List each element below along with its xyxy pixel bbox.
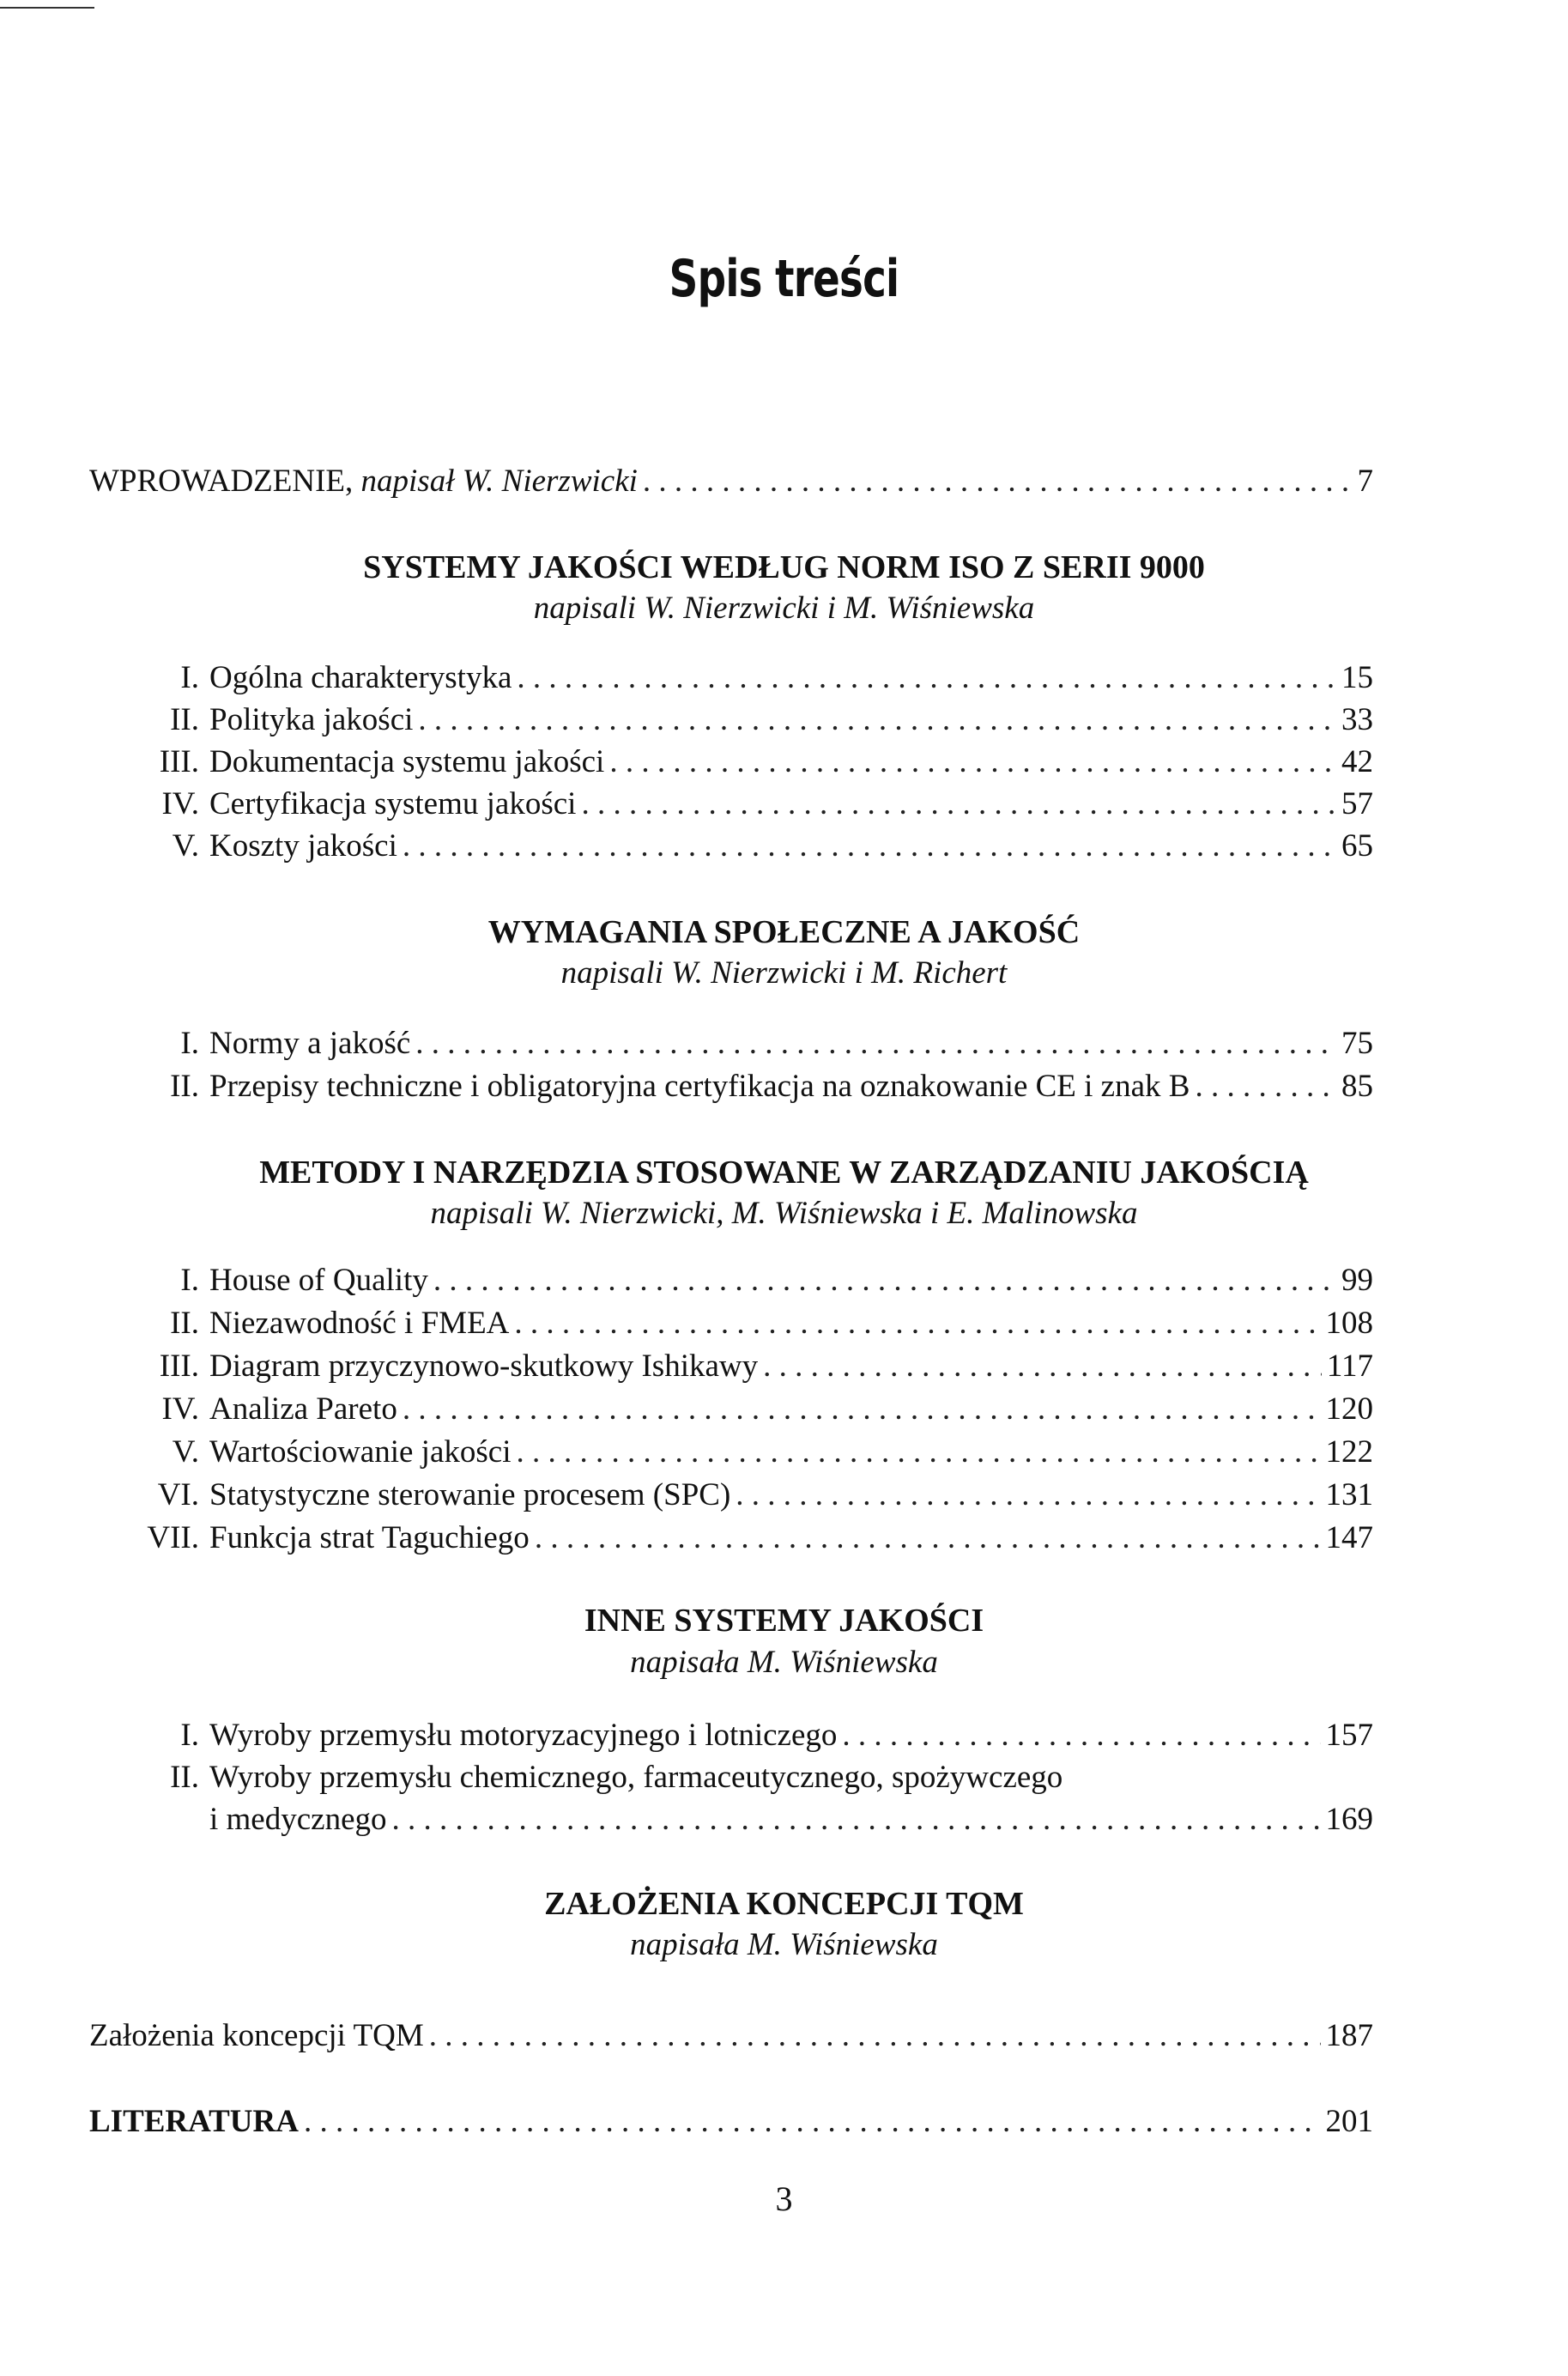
dot-leader bbox=[516, 1430, 1320, 1475]
entry-page: 120 bbox=[1325, 1391, 1373, 1427]
entry-page: 42 bbox=[1341, 744, 1373, 779]
entry-number: II. bbox=[170, 1760, 199, 1795]
toc-entry[interactable] bbox=[89, 1713, 1373, 1758]
toc-entry[interactable] bbox=[89, 1344, 1373, 1389]
dot-leader bbox=[392, 1797, 1321, 1842]
toc-literature[interactable] bbox=[89, 2100, 1373, 2144]
toc-entry[interactable] bbox=[89, 1430, 1373, 1475]
intro-authors: napisał W. Nierzwicki bbox=[360, 464, 638, 499]
dot-leader bbox=[433, 1258, 1336, 1303]
page-title: Spis treści bbox=[669, 249, 899, 309]
toc-intro[interactable] bbox=[89, 459, 1373, 504]
intro-page: 7 bbox=[1357, 464, 1373, 499]
section-title: SYSTEMY JAKOŚCI WEDŁUG NORM ISO Z SERII 9000 bbox=[363, 549, 1205, 585]
entry-page: 187 bbox=[1325, 2018, 1373, 2053]
entry-number: V. bbox=[172, 1434, 199, 1470]
entry-label: Założenia koncepcji TQM bbox=[89, 2018, 424, 2053]
literature-page: 201 bbox=[1325, 2104, 1373, 2139]
toc-entry[interactable] bbox=[89, 824, 1373, 869]
dot-leader bbox=[609, 740, 1336, 785]
entry-page: 33 bbox=[1341, 702, 1373, 737]
section-authors: napisali W. Nierzwicki, M. Wiśniewska i E. Malinowska bbox=[430, 1196, 1138, 1231]
entry-page: 147 bbox=[1325, 1520, 1373, 1555]
entry-number: IV. bbox=[161, 1391, 199, 1427]
toc-entry[interactable] bbox=[89, 1258, 1373, 1303]
entry-label: Polityka jakości bbox=[209, 702, 414, 737]
entry-label-continuation: i medycznego bbox=[209, 1802, 387, 1837]
entry-page: 75 bbox=[1341, 1026, 1373, 1061]
entry-label: Ogólna charakterystyka bbox=[209, 660, 512, 695]
entry-label: Diagram przyczynowo-skutkowy Ishikawy bbox=[209, 1349, 759, 1384]
toc-entry-line[interactable] bbox=[89, 1755, 1373, 1800]
section-authors: napisali W. Nierzwicki i M. Richert bbox=[560, 955, 1008, 991]
section-authors: napisali W. Nierzwicki i M. Wiśniewska bbox=[533, 591, 1035, 626]
entry-label: Normy a jakość bbox=[209, 1026, 411, 1061]
toc-entry[interactable] bbox=[89, 1387, 1373, 1432]
entry-label: Analiza Pareto bbox=[209, 1391, 397, 1427]
entry-number: II. bbox=[170, 1306, 199, 1341]
section-authors: napisała M. Wiśniewska bbox=[630, 1645, 938, 1680]
toc-entry[interactable] bbox=[89, 740, 1373, 785]
entry-label: Wyroby przemysłu motoryzacyjnego i lotniczego bbox=[209, 1718, 838, 1753]
entry-page: 15 bbox=[1341, 660, 1373, 695]
section-title: ZAŁOŻENIA KONCEPCJI TQM bbox=[544, 1886, 1024, 1922]
dot-leader bbox=[581, 782, 1336, 827]
toc-entry[interactable] bbox=[89, 698, 1373, 742]
toc-entry[interactable] bbox=[89, 1064, 1373, 1109]
toc-entry[interactable] bbox=[89, 1301, 1373, 1346]
entry-page: 85 bbox=[1341, 1069, 1373, 1104]
toc-entry[interactable] bbox=[89, 1473, 1373, 1518]
toc-entry[interactable] bbox=[89, 1021, 1373, 1066]
scan-edge-mark bbox=[0, 7, 94, 9]
entry-page: 99 bbox=[1341, 1263, 1373, 1298]
entry-label: Wyroby przemysłu chemicznego, farmaceutycznego, spożywczego bbox=[209, 1760, 1063, 1795]
dot-leader bbox=[763, 1344, 1322, 1389]
dot-leader bbox=[429, 2014, 1321, 2058]
entry-label: Niezawodność i FMEA bbox=[209, 1306, 510, 1341]
entry-number: I. bbox=[180, 1263, 199, 1298]
page-number: 3 bbox=[775, 2179, 793, 2218]
entry-page: 157 bbox=[1325, 1718, 1373, 1753]
dot-leader bbox=[403, 1387, 1321, 1432]
dot-leader bbox=[736, 1473, 1320, 1518]
dot-leader bbox=[415, 1021, 1336, 1066]
entry-number: VII. bbox=[147, 1520, 199, 1555]
dot-leader bbox=[535, 1516, 1321, 1561]
entry-number: V. bbox=[172, 828, 199, 864]
literature-label: LITERATURA bbox=[89, 2104, 299, 2139]
dot-leader bbox=[418, 698, 1336, 742]
entry-page: 131 bbox=[1325, 1477, 1373, 1512]
entry-number: III. bbox=[159, 744, 199, 779]
entry-label: Koszty jakości bbox=[209, 828, 397, 864]
dot-leader bbox=[304, 2100, 1321, 2144]
entry-number: II. bbox=[170, 702, 199, 737]
toc-entry[interactable] bbox=[89, 782, 1373, 827]
dot-leader bbox=[514, 1301, 1320, 1346]
dot-leader bbox=[517, 656, 1336, 700]
dot-leader bbox=[643, 459, 1353, 504]
section-authors: napisała M. Wiśniewska bbox=[630, 1927, 938, 1962]
section-title: METODY I NARZĘDZIA STOSOWANE W ZARZĄDZANIU JAKOŚCIĄ bbox=[259, 1155, 1309, 1191]
entry-label: House of Quality bbox=[209, 1263, 428, 1298]
section-title: WYMAGANIA SPOŁECZNE A JAKOŚĆ bbox=[487, 914, 1081, 950]
entry-label: Przepisy techniczne i obligatoryjna certyfikacja na oznakowanie CE i znak B bbox=[209, 1069, 1190, 1104]
entry-number: I. bbox=[180, 1026, 199, 1061]
entry-number: I. bbox=[180, 1718, 199, 1753]
entry-page: 122 bbox=[1325, 1434, 1373, 1470]
intro-separator: , bbox=[345, 464, 361, 499]
dot-leader bbox=[1195, 1064, 1336, 1109]
dot-leader bbox=[403, 824, 1336, 869]
toc-entry[interactable] bbox=[89, 1516, 1373, 1561]
entry-label: Dokumentacja systemu jakości bbox=[209, 744, 605, 779]
toc-entry-continuation[interactable] bbox=[89, 1797, 1373, 1842]
entry-number: IV. bbox=[161, 786, 199, 821]
intro-label: WPROWADZENIE bbox=[89, 464, 346, 499]
entry-label: Funkcja strat Taguchiego bbox=[209, 1520, 530, 1555]
entry-number: VI. bbox=[157, 1477, 199, 1512]
toc-entry[interactable] bbox=[89, 656, 1373, 700]
entry-label: Certyfikacja systemu jakości bbox=[209, 786, 577, 821]
entry-number: III. bbox=[159, 1349, 199, 1384]
dot-leader bbox=[842, 1713, 1320, 1758]
entry-page: 108 bbox=[1325, 1306, 1373, 1341]
toc-entry[interactable] bbox=[89, 2014, 1373, 2058]
entry-page: 169 bbox=[1325, 1802, 1373, 1837]
entry-number: II. bbox=[170, 1069, 199, 1104]
entry-number: I. bbox=[180, 660, 199, 695]
entry-label: Wartościowanie jakości bbox=[209, 1434, 512, 1470]
entry-page: 117 bbox=[1326, 1349, 1373, 1384]
entry-page: 57 bbox=[1341, 786, 1373, 821]
entry-page: 65 bbox=[1341, 828, 1373, 864]
entry-label: Statystyczne sterowanie procesem (SPC) bbox=[209, 1477, 731, 1512]
section-title: INNE SYSTEMY JAKOŚCI bbox=[584, 1603, 984, 1639]
